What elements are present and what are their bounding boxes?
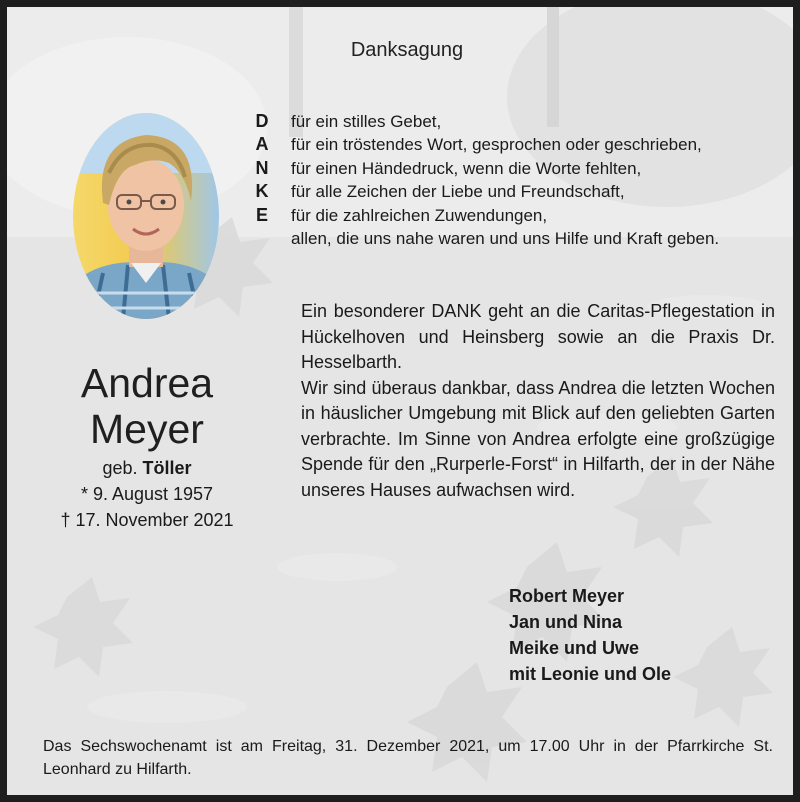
deceased-name	[47, 360, 247, 452]
danke-line: für die zahlreichen Zuwendungen,	[291, 205, 548, 225]
maiden-name-row	[27, 455, 267, 481]
danke-letter: D	[255, 111, 269, 131]
danke-line: für ein stilles Gebet,	[291, 112, 442, 131]
danke-line: für einen Händedruck, wenn die Worte fehlten,	[291, 158, 642, 178]
thanks-paragraph: Wir sind überaus dankbar, dass Andrea die letzten Wochen in häuslicher Umgebung mit Blick auf den geliebten Garten verbrachte. Im Sinne von Andrea erfolgte eine großzügige Spende für den „Rurperle-Forst“ in Hilfarth, der in der Nähe unseres Hauses aufwachsen wird.	[301, 377, 775, 500]
danke-letter: E	[255, 204, 268, 225]
last-name: Meyer	[90, 406, 204, 452]
danke-letter: N	[255, 157, 269, 178]
family-signatures	[509, 583, 671, 687]
family-member: mit Leonie und Ole	[509, 664, 672, 684]
danke-lines	[291, 110, 781, 250]
family-member: Robert Meyer	[509, 586, 625, 606]
danke-line: allen, die uns nahe waren und uns Hilfe und Kraft geben.	[291, 229, 720, 249]
portrait-photo	[73, 113, 219, 319]
life-dates	[27, 455, 267, 533]
thanks-text	[301, 299, 775, 503]
first-name: Andrea	[80, 360, 214, 406]
mass-announcement: Das Sechswochenamt ist am Freitag, 31. Dezember 2021, um 17.00 Uhr in der Pfarrkirche St. Leonhard zu Hilfarth.	[43, 738, 773, 778]
family-member: Meike und Uwe	[509, 638, 640, 658]
thanks-paragraph: Ein besonderer DANK geht an die Caritas-Pflegestation in Hückelhoven und Heinsberg sowie an die Praxis Dr. Hesselbarth.	[301, 301, 775, 372]
danke-letter: A	[255, 134, 269, 155]
death-date: † 17. November 2021	[60, 510, 234, 530]
page-title: Danksagung	[350, 39, 464, 61]
danke-acrostic-letters	[251, 110, 273, 227]
danke-line: für ein tröstendes Wort, gesprochen oder geschrieben,	[291, 135, 702, 155]
birth-date: * 9. August 1957	[80, 484, 214, 504]
family-member: Jan und Nina	[509, 612, 623, 632]
danke-line: für alle Zeichen der Liebe und Freundschaft,	[291, 182, 625, 202]
danke-letter: K	[255, 181, 269, 202]
maiden-name: Töller	[142, 458, 192, 478]
born-prefix: geb.	[102, 458, 138, 478]
